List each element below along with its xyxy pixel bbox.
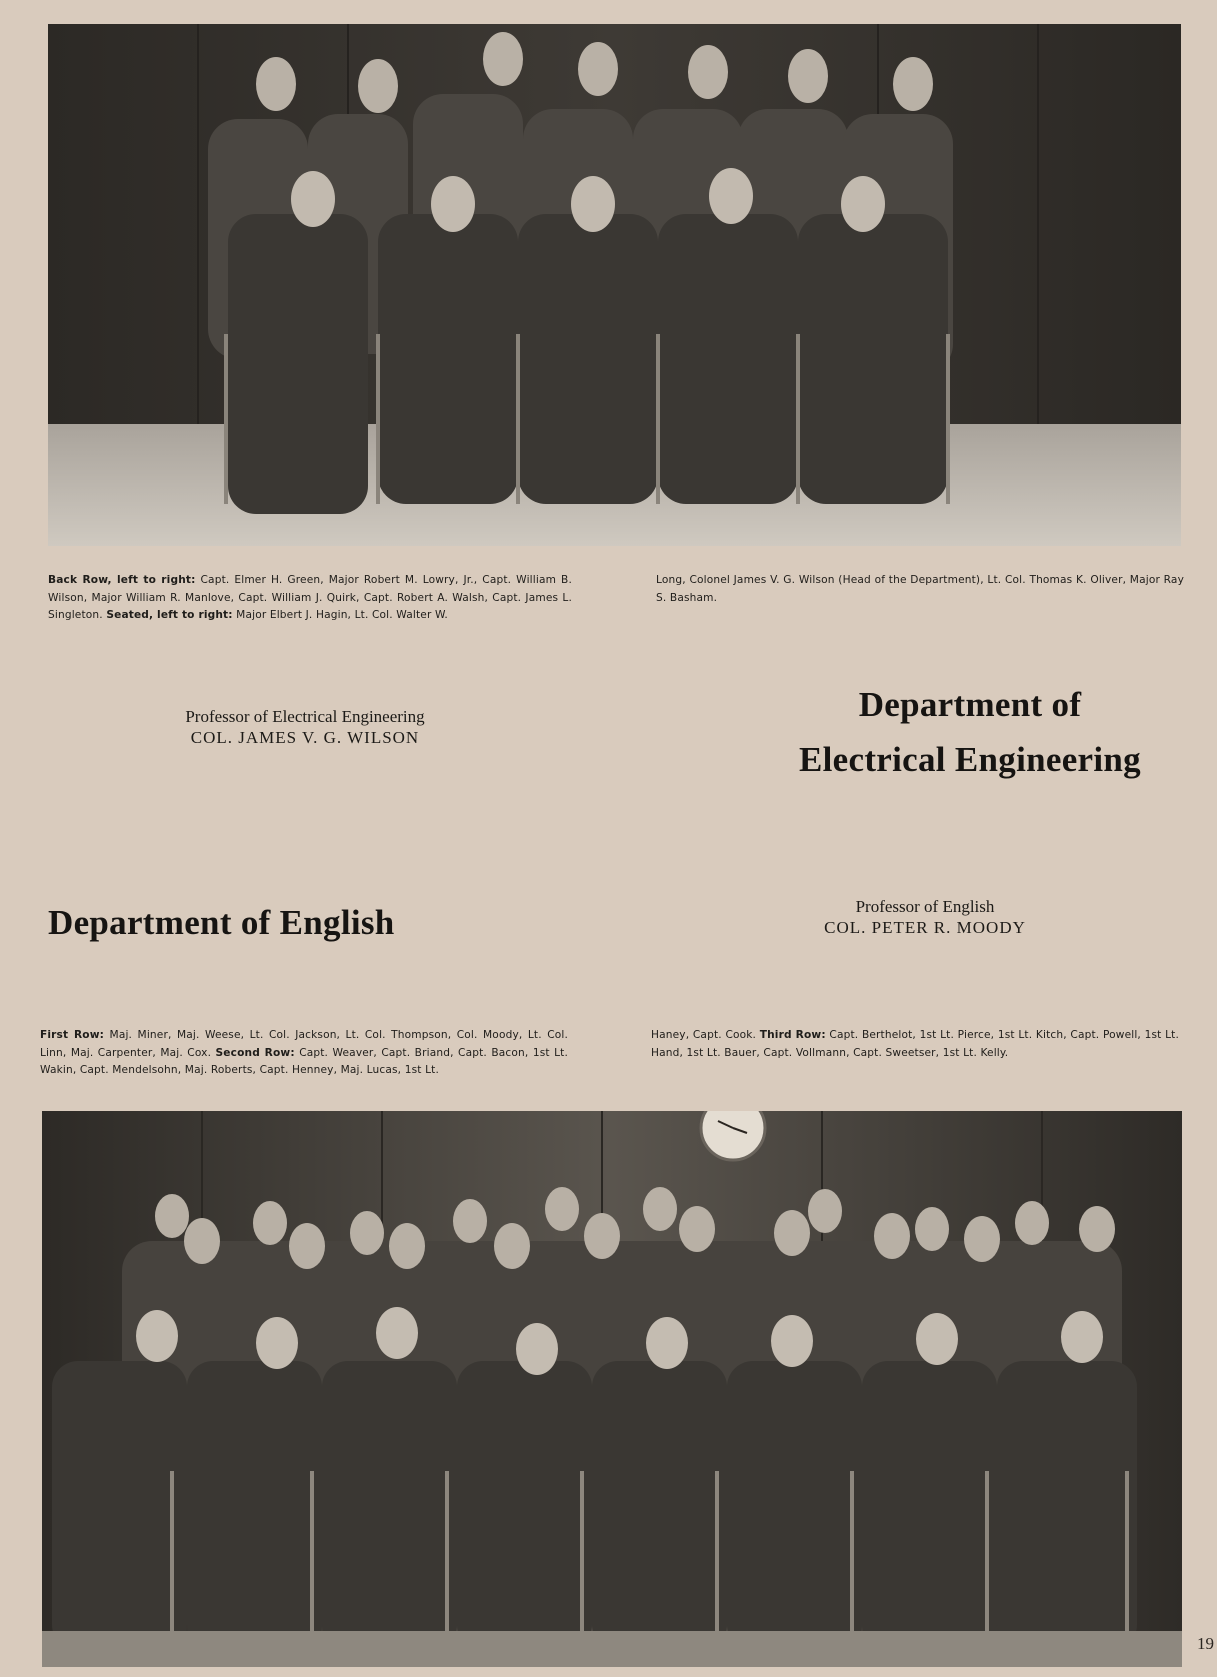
ee-professor-title: Professor of Electrical Engineering — [185, 707, 425, 726]
ee-heading-line2: Electrical Engineering — [799, 740, 1141, 779]
back-row-label: Back Row, left to right: — [48, 574, 196, 586]
third-row-label: Third Row: — [759, 1029, 826, 1041]
english-department-heading: Department of English — [48, 903, 395, 942]
ee-professor-block — [130, 706, 480, 748]
wall-clock-icon — [701, 1111, 765, 1160]
second-row-names-part1: Capt. Weaver, Capt. Briand, Capt. Bacon, 1st Lt. Wakin, Capt. Mendelsohn, Maj. Roberts, Capt. Henney, Maj. Lucas, 1st Lt. — [40, 1046, 568, 1076]
ee-heading-line1: Department of — [858, 685, 1082, 724]
second-row-label: Second Row: — [215, 1046, 295, 1059]
first-row-names: Maj. Miner, Maj. Weese, Lt. Col. Jackson, Lt. Col. Thompson, Col. Moody, Lt. Col. Linn, Maj. Carpenter, Maj. Cox. — [40, 1029, 568, 1059]
english-professor-title: Professor of English — [855, 897, 995, 916]
seated-names-part1: Major Elbert J. Hagin, Lt. Col. Walter W. — [236, 609, 448, 621]
page-number: 19 — [1197, 1634, 1214, 1653]
ee-department-heading — [760, 677, 1180, 787]
ee-caption-right — [656, 572, 1184, 607]
ee-group-photo — [48, 24, 1181, 546]
second-row-names-part2: Haney, Capt. Cook. — [651, 1029, 757, 1041]
ee-caption-left — [48, 572, 572, 625]
english-professor-name: COL. PETER R. MOODY — [824, 918, 1026, 937]
back-row-names: Capt. Elmer H. Green, Major Robert M. Lowry, Jr., Capt. William B. Wilson, Major William R. Manlove, Capt. William J. Quirk, Capt. Robert A. Walsh, Capt. James L. Singleton. — [48, 574, 572, 621]
first-row-label: First Row: — [40, 1029, 105, 1041]
ee-professor-name: COL. JAMES V. G. WILSON — [190, 728, 420, 747]
english-group-photo — [42, 1111, 1182, 1667]
english-caption-right — [651, 1027, 1179, 1062]
english-professor-block — [760, 896, 1090, 938]
third-row-names: Capt. Berthelot, 1st Lt. Pierce, 1st Lt. Kitch, Capt. Powell, 1st Lt. Hand, 1st Lt. Bauer, Capt. Vollmann, Capt. Sweetser, 1st Lt. Kelly. — [651, 1029, 1180, 1059]
english-caption-left — [40, 1027, 568, 1080]
seated-label: Seated, left to right: — [106, 609, 233, 621]
seated-names-part2: Long, Colonel James V. G. Wilson (Head of the Department), Lt. Col. Thomas K. Oliver, Major Ray S. Basham. — [656, 574, 1184, 604]
